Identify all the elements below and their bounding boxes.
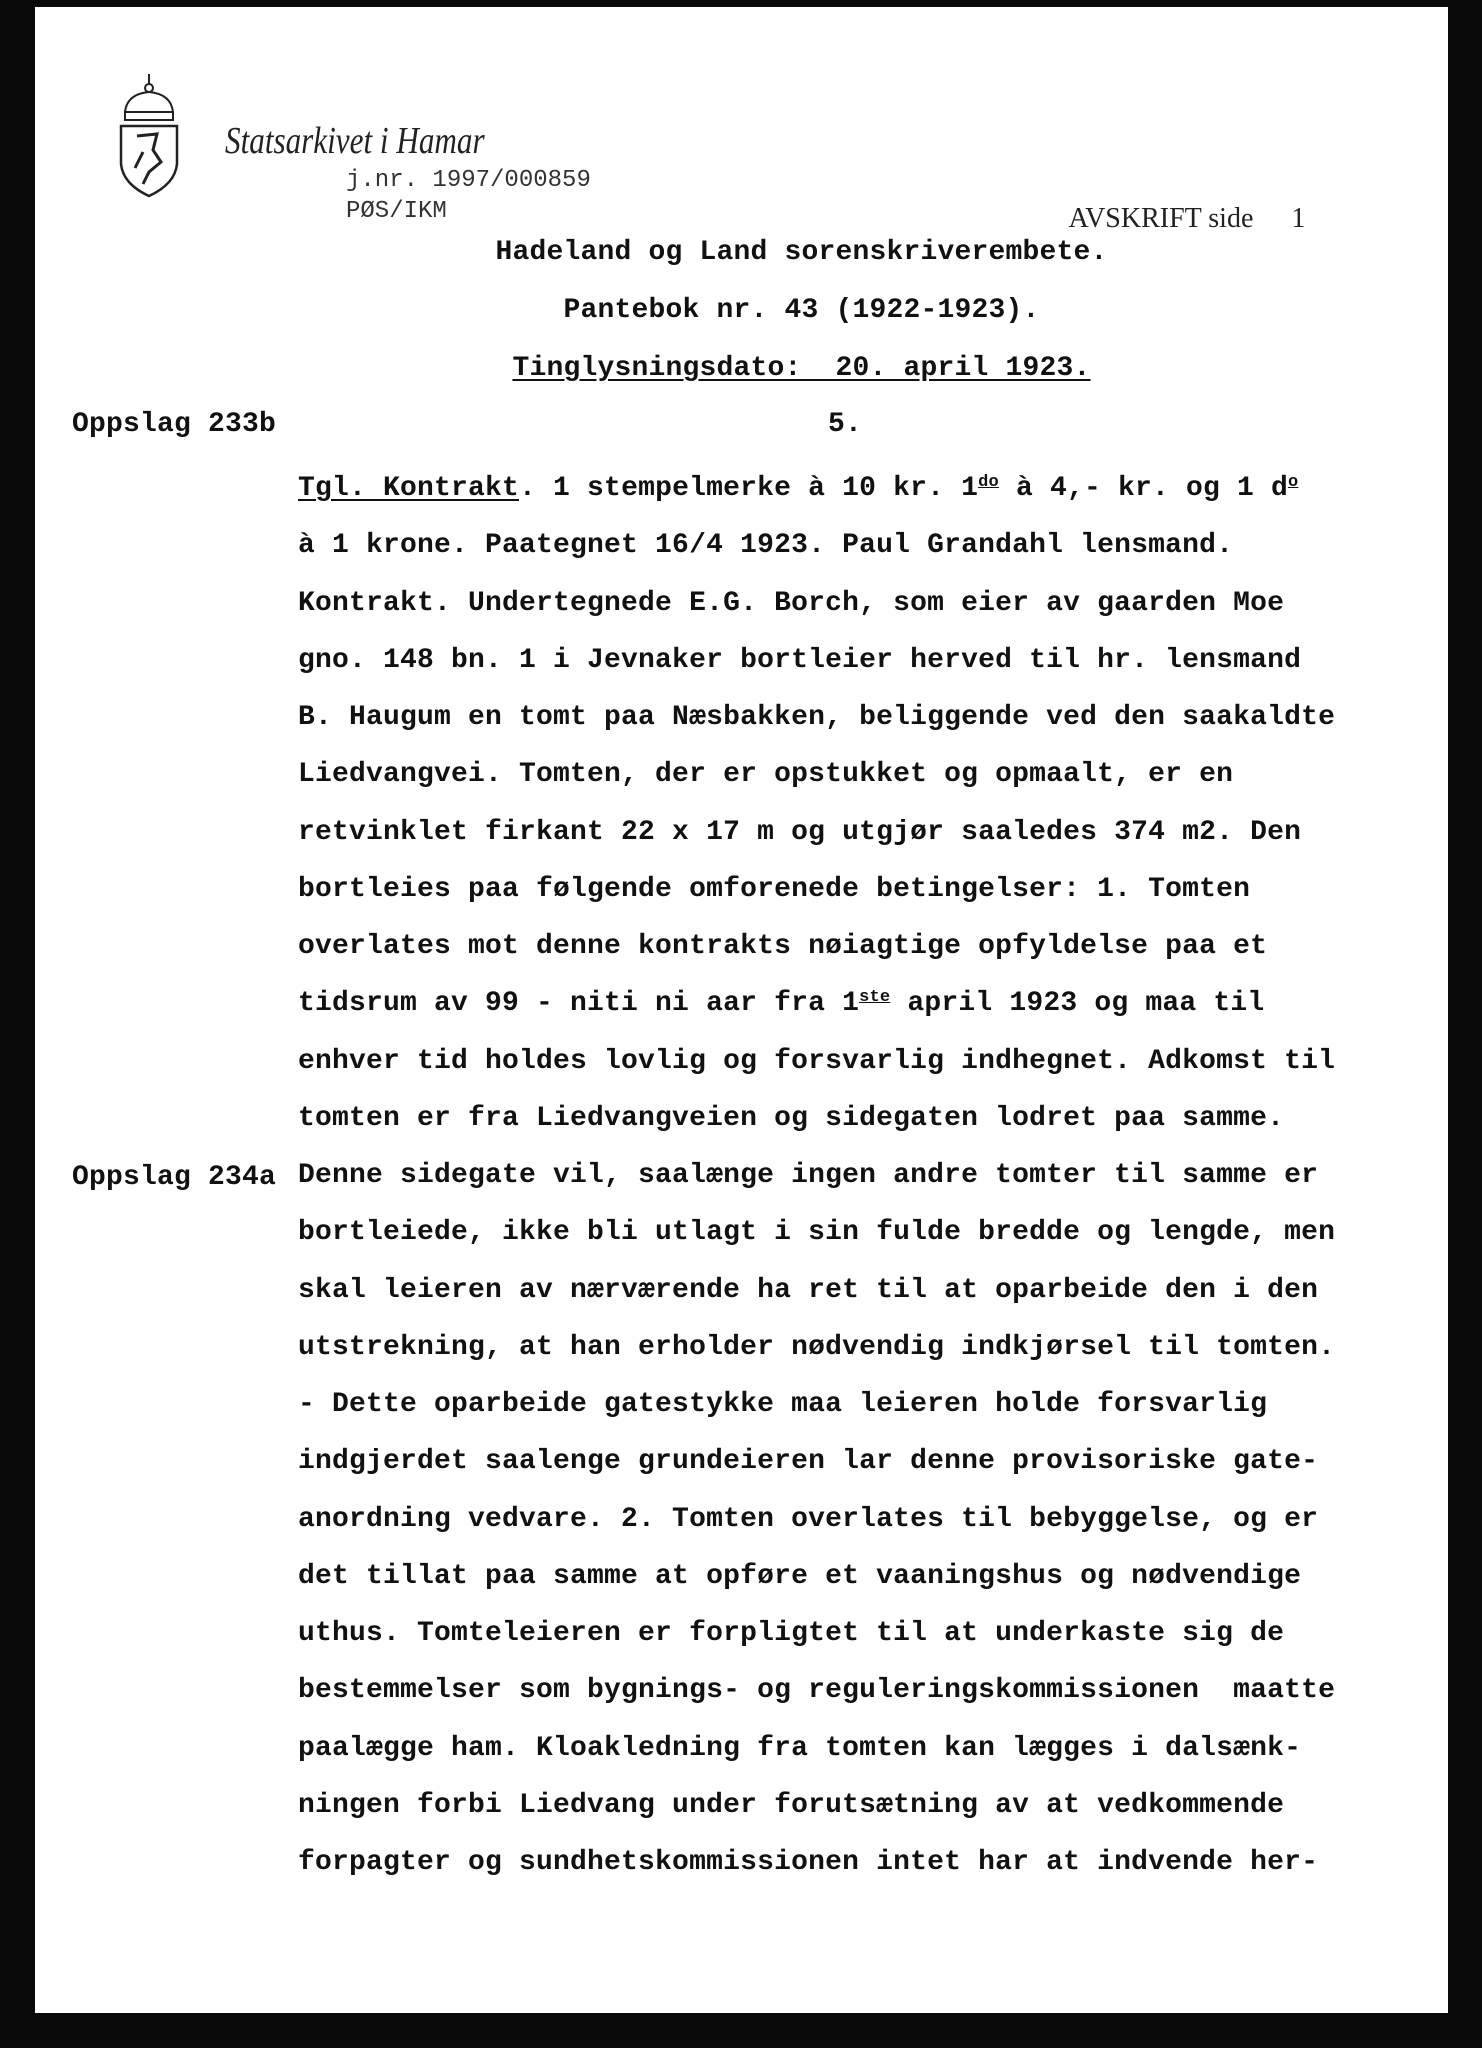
text-segment: retvinklet firkant 22 x 17 m og utgjør saaledes 374 m2. Den [298,816,1302,848]
text-line [298,1090,1335,1147]
text-line [298,1491,1335,1548]
text-segment: à 1 krone. Paategnet 16/4 1923. Paul Grandahl lensmand. [298,530,1234,562]
text-segment: tidsrum av 99 - niti ni aar fra 1 [298,988,860,1020]
document-page [35,7,1448,2013]
text-segment: bortleies paa følgende omforenede betingelser: 1. Tomten [298,873,1251,905]
text-segment: overlates mot denne kontrakts nøiagtige opfyldelse paa et [298,931,1268,962]
text-line [298,861,1335,918]
text-segment: ningen forbi Liedvang under forutsætning av at vedkommende [298,1789,1285,1821]
text-segment: - Dette oparbeide gatestykke maa leieren holde forsvarlig [298,1389,1268,1420]
text-segment: uthus. Tomteleieren er forpligtet til at underkaste sig de [298,1618,1285,1649]
text-line [298,575,1335,632]
text-line [298,1548,1335,1605]
text-segment: indgjerdet saalenge grundeieren lar denne provisoriske gate- [298,1446,1319,1478]
text-segment: Liedvangvei. Tomten, der er opstukket og opmaalt, er en [298,759,1234,791]
text-segment: forpagter og sundhetskommissionen intet har at indvende her- [298,1847,1319,1878]
text-line [298,1319,1335,1376]
text-segment: gno. 148 bn. 1 i Jevnaker bortleier herved til hr. lensmand [298,644,1302,676]
text-segment: tomten er fra Liedvangveien og sidegaten lodret paa samme. [298,1102,1285,1134]
text-segment: skal leieren av nærværende ha ret til at oparbeide den i den [298,1274,1319,1306]
text-line [298,1262,1335,1319]
text-line [298,1204,1335,1261]
superscript: do [978,473,999,492]
entry-number: 5. [828,409,863,440]
initials: PØS/IKM [346,198,447,225]
coat-of-arms-icon [113,72,185,202]
text-line [298,804,1335,861]
text-line [298,1376,1335,1433]
superscript: o [1287,473,1299,492]
page-number: 1 [1291,203,1306,234]
text-line [298,632,1335,689]
margin-note-233b: Oppslag 233b [72,409,277,440]
text-line [298,918,1335,975]
text-line [298,1033,1335,1090]
text-segment: paalægge ham. Kloakledning fra tomten kan lægges i dalsænk- [298,1732,1302,1764]
body-text [298,460,1335,1891]
text-segment: Kontrakt. Undertegnede E.G. Borch, som eier av gaarden Moe [298,587,1285,619]
copy-label: AVSKRIFT side [1068,203,1254,234]
book-title: Pantebok nr. 43 (1922-1923). [563,295,1040,326]
text-line [298,1777,1335,1834]
superscript: ste [859,988,891,1008]
text-line [298,1720,1335,1777]
text-segment: Tgl. Kontrakt [298,473,520,504]
text-line [298,1605,1335,1662]
text-line [298,746,1335,803]
text-segment: B. Haugum en tomt paa Næsbakken, beliggende ved den saakaldte [298,702,1336,733]
text-line [298,460,1335,517]
text-segment: anordning vedvare. 2. Tomten overlates til bebyggelse, og er [298,1503,1319,1535]
text-line [298,1147,1335,1204]
text-segment: Denne sidegate vil, saalænge ingen andre tomter til samme er [298,1160,1319,1191]
text-line [298,975,1335,1032]
text-segment: enhver tid holdes lovlig og forsvarlig indhegnet. Adkomst til [298,1045,1336,1077]
margin-note-234a: Oppslag 234a [72,1162,277,1193]
text-line [298,1662,1335,1719]
registration-date: Tinglysningsdato: 20. april 1923. [512,353,1091,384]
text-line [298,689,1335,746]
text-segment: bestemmelser som bygnings- og reguleringskommissionen maatte [298,1675,1336,1707]
text-segment: april 1923 og maa til [890,988,1265,1020]
text-segment: bortleiede, ikke bli utlagt i sin fulde bredde og lengde, men [298,1217,1336,1249]
journal-number: j.nr. 1997/000859 [346,167,591,194]
text-line [298,517,1335,574]
office-title: Hadeland og Land sorenskriverembete. [495,237,1108,268]
archive-name: Statsarkivet i Hamar [225,120,485,162]
text-line [298,1433,1335,1490]
text-segment: det tillat paa samme at opføre et vaaningshus og nødvendige [298,1560,1302,1592]
text-line [298,1834,1335,1891]
text-segment: . 1 stempelmerke à 10 kr. 1 [519,473,979,504]
text-segment: à 4,- kr. og 1 d [998,473,1288,504]
text-segment: utstrekning, at han erholder nødvendig indkjørsel til tomten. [298,1331,1336,1363]
